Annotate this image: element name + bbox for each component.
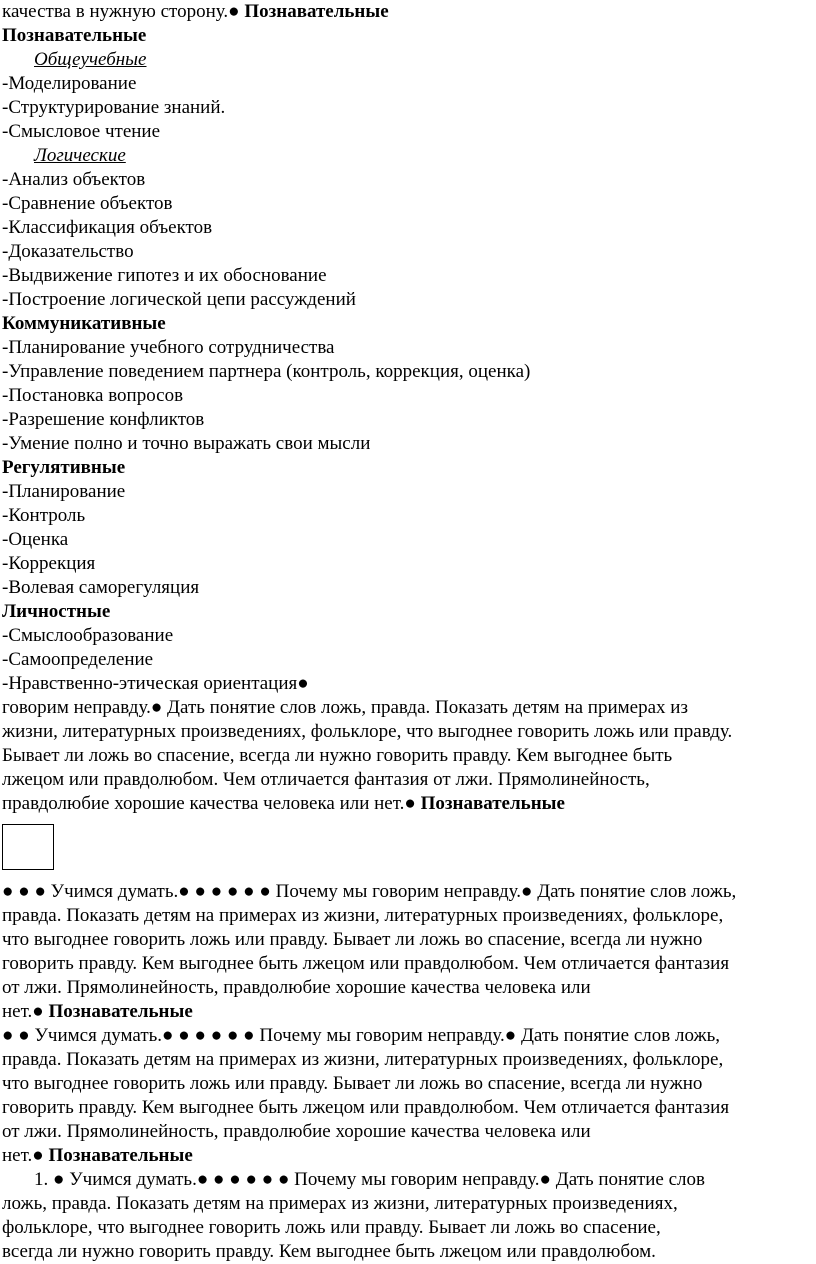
subheading-general: Общеучебные	[34, 49, 147, 70]
list-item: -Анализ объектов	[2, 169, 146, 190]
list-item: -Волевая саморегуляция	[2, 577, 200, 598]
image-placeholder-area	[2, 816, 814, 880]
list-item: -Построение логической цепи рассуждений	[2, 289, 356, 310]
paragraph-line: от лжи. Прямолинейность, правдолюбие хорошие качества человека или	[2, 977, 591, 998]
list-item: -Нравственно-этическая ориентация●	[2, 673, 309, 694]
line-top: качества в нужную сторону.● Познавательные	[2, 1, 389, 22]
list-item: -Моделирование	[2, 73, 137, 94]
paragraph-line: жизни, литературных произведениях, фольклоре, что выгоднее говорить ложь или правду.	[2, 721, 733, 742]
list-item: -Разрешение конфликтов	[2, 409, 205, 430]
paragraph-line: ложь, правда. Показать детям на примерах из жизни, литературных произведениях,	[2, 1193, 678, 1214]
list-item: -Сравнение объектов	[2, 193, 173, 214]
paragraph-line: правдолюбие хорошие качества человека или нет.● Познавательные	[2, 793, 565, 814]
list-item: -Постановка вопросов	[2, 385, 184, 406]
list-item: -Структурирование знаний.	[2, 97, 226, 118]
list-item: -Планирование учебного сотрудничества	[2, 337, 335, 358]
heading-communicative: Коммуникативные	[2, 313, 166, 334]
paragraph-line: правда. Показать детям на примерах из жизни, литературных произведениях, фольклоре,	[2, 1049, 724, 1070]
list-item: -Выдвижение гипотез и их обоснование	[2, 265, 327, 286]
paragraph-line: говорить правду. Кем выгоднее быть лжецом или правдолюбом. Чем отличается фантазия	[2, 1097, 730, 1118]
paragraph-heading: Познавательные	[420, 793, 565, 814]
list-item: -Доказательство	[2, 241, 134, 262]
paragraph-line: Бывает ли ложь во спасение, всегда ли нужно говорить правду. Кем выгоднее быть	[2, 745, 673, 766]
heading-personal: Личностные	[2, 601, 111, 622]
paragraph-line: правда. Показать детям на примерах из жизни, литературных произведениях, фольклоре,	[2, 905, 724, 926]
paragraph-line: лжецом или правдолюбом. Чем отличается фантазия от лжи. Прямолинейность,	[2, 769, 650, 790]
list-item: -Смыслообразование	[2, 625, 174, 646]
paragraph-line: ● ● ● Учимся думать.● ● ● ● ● ● Почему мы говорим неправду.● Дать понятие слов ложь,	[2, 881, 737, 902]
list-item: -Планирование	[2, 481, 126, 502]
list-item: -Самоопределение	[2, 649, 154, 670]
paragraph-line: от лжи. Прямолинейность, правдолюбие хорошие качества человека или	[2, 1121, 591, 1142]
numbered-item-line: 1. ● Учимся думать.● ● ● ● ● ● Почему мы говорим неправду.● Дать понятие слов	[34, 1169, 705, 1190]
heading-inline: Познавательные	[244, 1, 389, 22]
heading-regulative: Регулятивные	[2, 457, 126, 478]
paragraph-line: ● ● Учимся думать.● ● ● ● ● ● Почему мы говорим неправду.● Дать понятие слов ложь,	[2, 1025, 721, 1046]
paragraph-line: нет.● Познавательные	[2, 1145, 193, 1166]
subheading-logical: Логические	[34, 145, 126, 166]
list-item: -Оценка	[2, 529, 69, 550]
paragraph-line: что выгоднее говорить ложь или правду. Бывает ли ложь во спасение, всегда ли нужно	[2, 929, 703, 950]
paragraph-heading: Познавательные	[48, 1145, 193, 1166]
list-item: -Смысловое чтение	[2, 121, 161, 142]
list-item: -Коррекция	[2, 553, 96, 574]
list-item: -Умение полно и точно выражать свои мысли	[2, 433, 371, 454]
paragraph-heading: Познавательные	[48, 1001, 193, 1022]
paragraph-line: говорить правду. Кем выгоднее быть лжецом или правдолюбом. Чем отличается фантазия	[2, 953, 730, 974]
list-item: -Классификация объектов	[2, 217, 213, 238]
paragraph-line: фольклоре, что выгоднее говорить ложь или правду. Бывает ли ложь во спасение,	[2, 1217, 661, 1238]
list-item: -Управление поведением партнера (контроль, коррекция, оценка)	[2, 361, 531, 382]
paragraph-line: говорим неправду.● Дать понятие слов ложь, правда. Показать детям на примерах из	[2, 697, 688, 718]
paragraph-line: всегда ли нужно говорить правду. Кем выгоднее быть лжецом или правдолюбом.	[2, 1241, 656, 1262]
document-page	[2, 0, 814, 1264]
list-item: -Контроль	[2, 505, 86, 526]
heading-cognitive: Познавательные	[2, 25, 147, 46]
paragraph-line: нет.● Познавательные	[2, 1001, 193, 1022]
paragraph-line: что выгоднее говорить ложь или правду. Бывает ли ложь во спасение, всегда ли нужно	[2, 1073, 703, 1094]
image-placeholder-box	[2, 824, 54, 870]
